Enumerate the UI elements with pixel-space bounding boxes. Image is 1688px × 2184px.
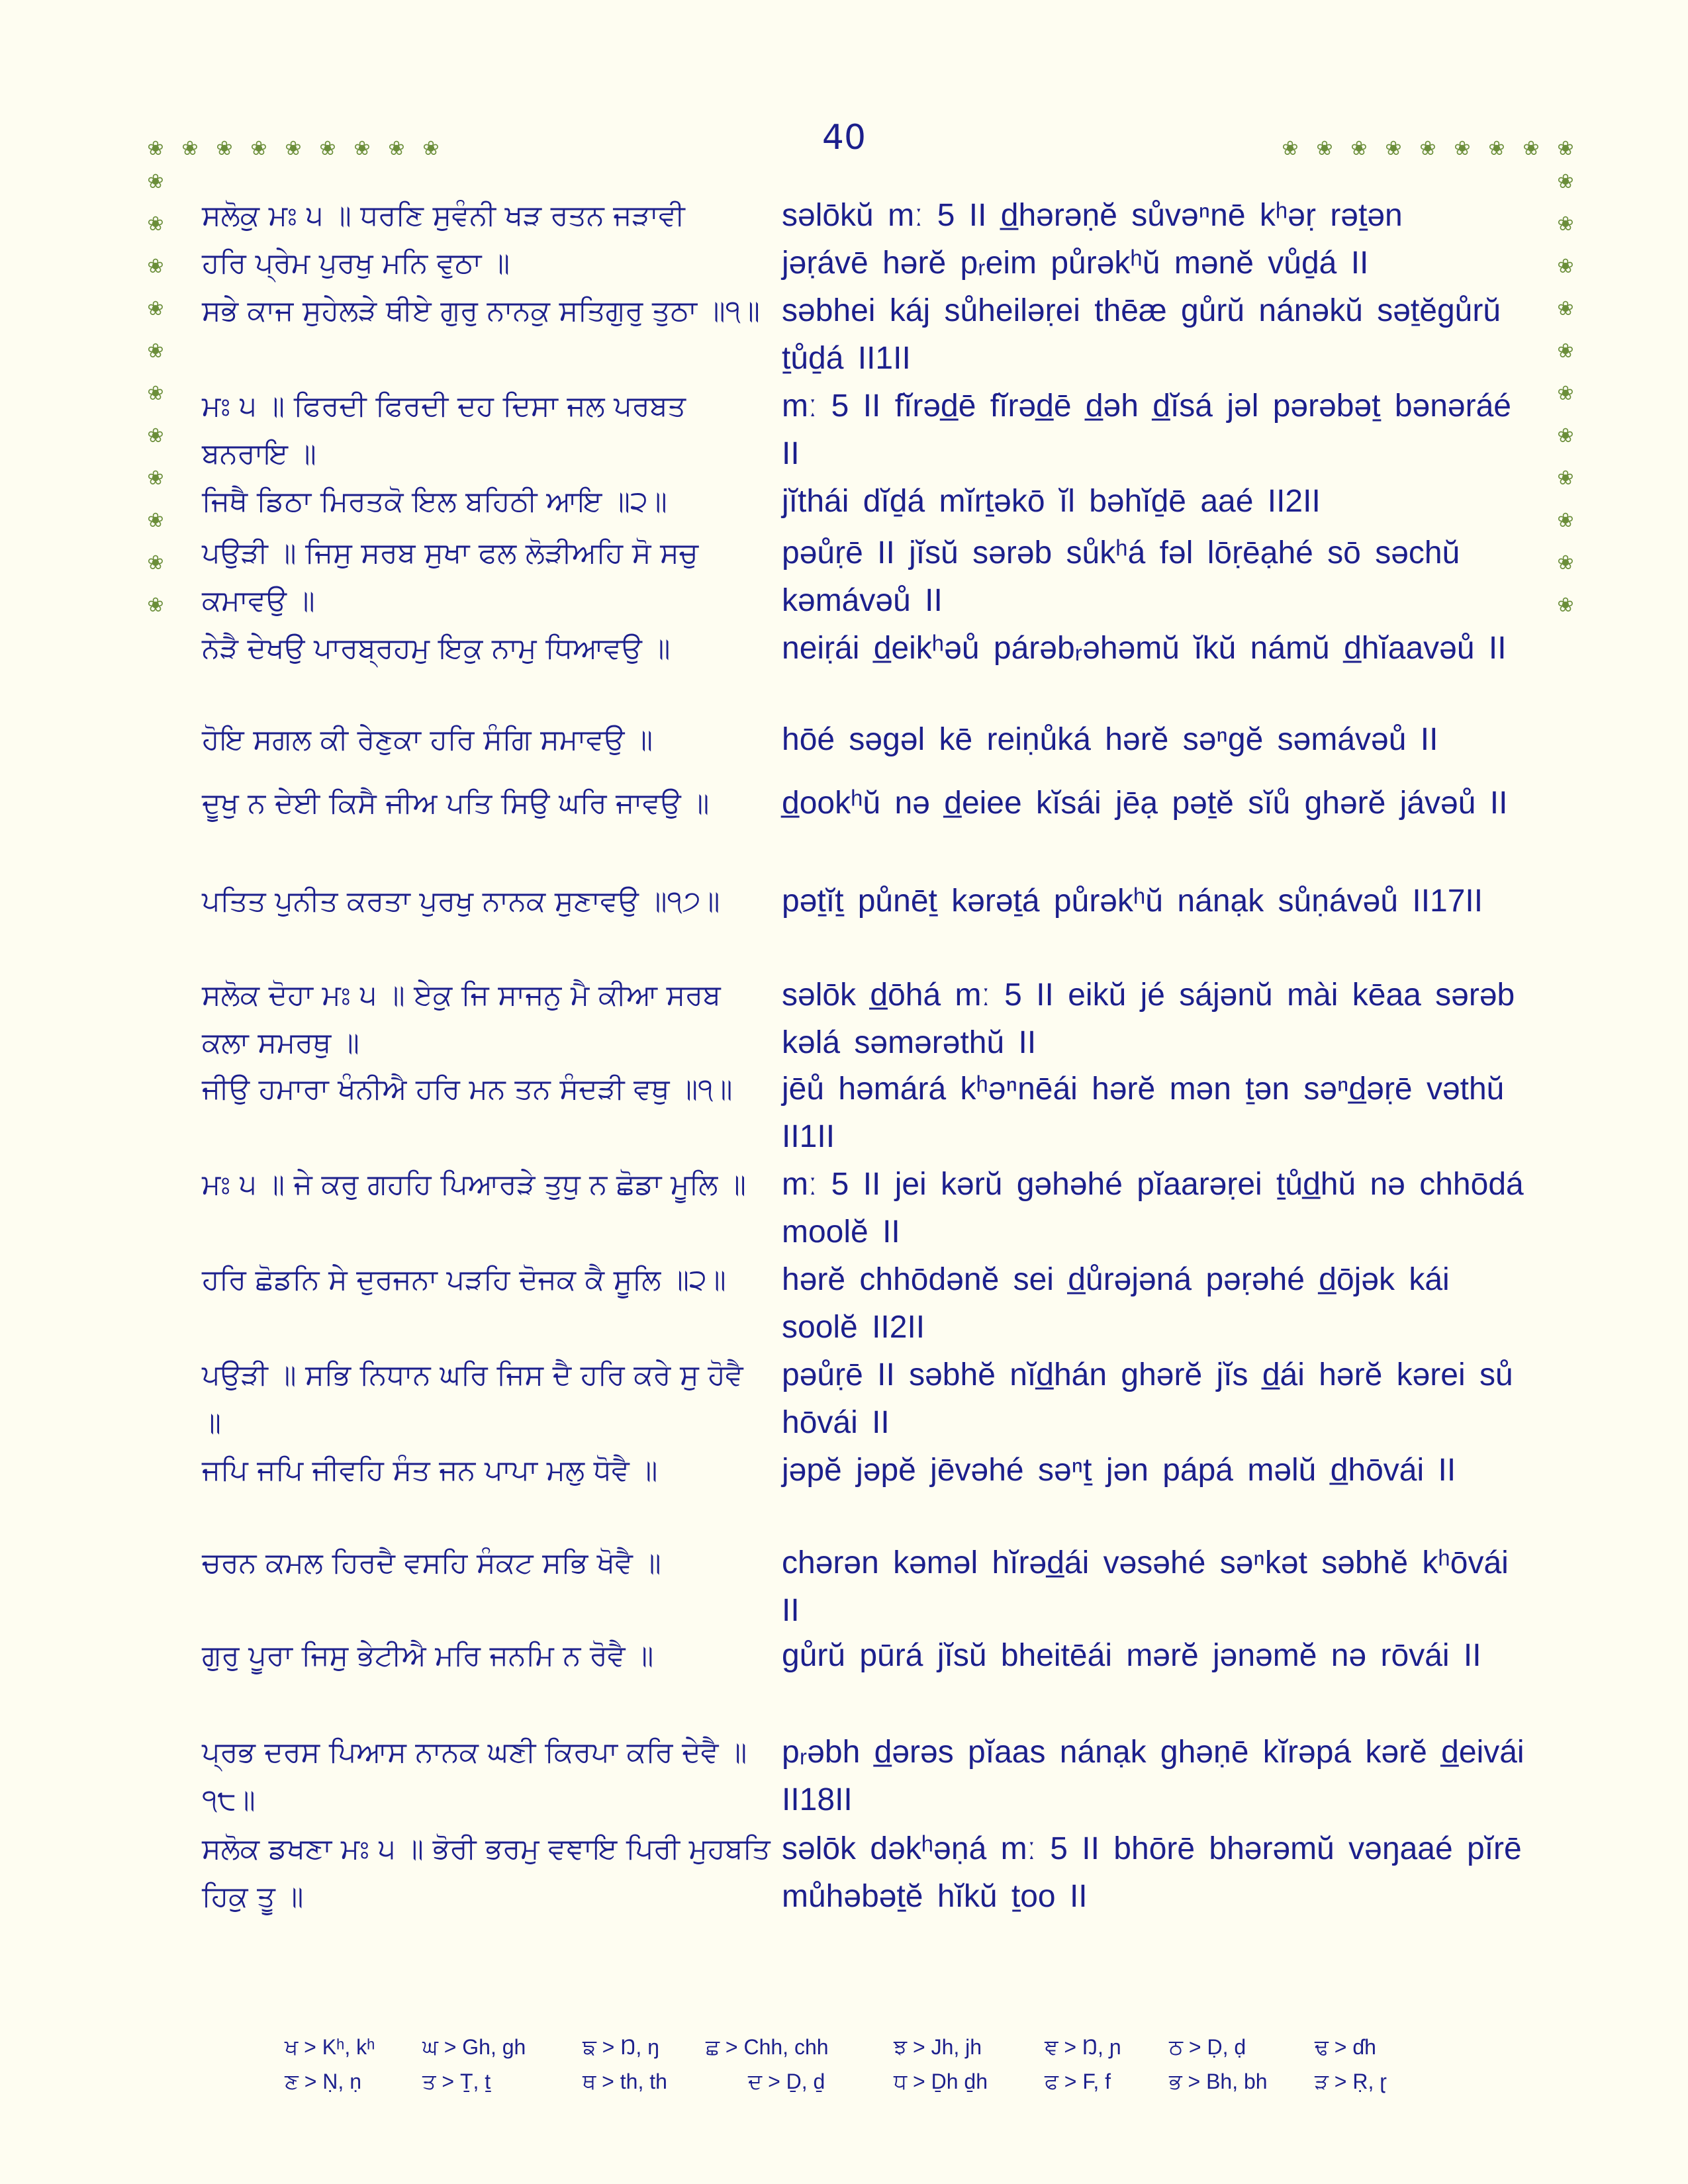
flower-icon: ❀ <box>353 137 371 160</box>
transliteration-line: mː 5 II fĭrəd̲ē fĭrəd̲ē d̲əh d̲ĭsá jəl pərəbəṯ bənəráé II <box>782 388 1511 471</box>
verse-row <box>202 1447 1546 1539</box>
flower-icon: ❀ <box>1557 424 1574 447</box>
legend-entry: ਛ > Chh, chh <box>706 2035 829 2059</box>
gurmukhi-line: ਜਿਥੈ ਡਿਠਾ ਮਿਰਤਕੋ ਇਲ ਬਹਿਠੀ ਆਇ ॥੨॥ <box>202 485 667 518</box>
flower-icon: ❀ <box>1557 594 1574 617</box>
flower-icon: ❀ <box>1350 137 1368 160</box>
flower-icon: ❀ <box>422 137 440 160</box>
flower-icon: ❀ <box>1419 137 1436 160</box>
verse-row <box>202 287 1546 383</box>
flower-icon: ❀ <box>147 551 164 574</box>
gurmukhi-line: ਗੁਰੁ ਪੂਰਾ ਜਿਸੁ ਭੇਟੀਐ ਮਰਿ ਜਨਮਿ ਨ ਰੋਵੈ ॥ <box>202 1639 654 1672</box>
legend-entry: ਧ > Ḏh ḏh <box>894 2070 988 2093</box>
gurmukhi-line: ਪ੍ਰਭ ਦਰਸ ਪਿਆਸ ਨਾਨਕ ਘਣੀ ਕਿਰਪਾ ਕਰਿ ਦੇਵੈ ॥੧੮॥ <box>202 1736 747 1817</box>
transliteration-line: d̲ookʰŭ nə d̲eiee kĭsái jēạ pəṯĕ sĭů ghərĕ jávəů II <box>782 786 1508 821</box>
transliteration-line: pəṯĭṯ půnēṯ kərəṯá půrəkʰŭ nánạk sůṇávəů II17II <box>782 884 1483 919</box>
gurmukhi-line: ਨੇੜੈ ਦੇਖਉ ਪਾਰਬ੍ਰਹਮੁ ਇਕੁ ਨਾਮੁ ਧਿਆਵਉ ॥ <box>202 632 671 665</box>
gurmukhi-line: ਪਉੜੀ ॥ ਜਿਸੁ ਸਰਬ ਸੁਖਾ ਫਲ ਲੋੜੀਅਹਿ ਸੋ ਸਚੁ ਕਮਾਵਉ ॥ <box>202 537 698 617</box>
flower-icon: ❀ <box>147 382 164 405</box>
flower-icon: ❀ <box>1454 137 1471 160</box>
transliteration-line: hərĕ chhōdənĕ sei d̲ůrəjəná pəṛəhé d̲ōjək kái soolĕ II2II <box>782 1262 1450 1345</box>
legend-entry: ਠ > Ḍ, ḍ <box>1169 2035 1246 2059</box>
legend-entry: ਘ > Gh, gh <box>422 2035 526 2059</box>
transliteration-legend <box>285 2035 1476 2104</box>
transliteration-line: səlōk dəkʰəṇá mː 5 II bhōrē bhərəmŭ vəŋaaé pĭrē můhəbəṯĕ hĭkŭ ṯoo II <box>782 1831 1522 1914</box>
flower-icon: ❀ <box>147 340 164 363</box>
verse-row <box>202 478 1546 529</box>
verse-row <box>202 1351 1546 1447</box>
transliteration-line: jĭthái dĭḏá mĭrṯəkō ĭl bəhĭḏē aaé II2II <box>782 484 1321 519</box>
gurmukhi-line: ਹਰਿ ਛੋਡਨਿ ਸੇ ਦੁਰਜਨਾ ਪੜਹਿ ਦੋਜਕ ਕੈ ਸੂਲਿ ॥੨॥ <box>202 1263 726 1297</box>
flower-icon: ❀ <box>285 137 302 160</box>
gurmukhi-line: ਦੂਖੁ ਨ ਦੇਈ ਕਿਸੈ ਜੀਅ ਪਤਿ ਸਿਉ ਘਰਿ ਜਾਵਉ ॥ <box>202 787 710 820</box>
flower-icon: ❀ <box>1488 137 1505 160</box>
gurmukhi-line: ਹਰਿ ਪ੍ਰੇਮ ਪੁਰਖੁ ਮਨਿ ਵੁਠਾ ॥ <box>202 247 510 280</box>
transliteration-line: pᵣəbh d̲ərəs pĭaas nánạk ghəṇē kĭrəpá kərĕ d̲eivái II18II <box>782 1735 1524 1817</box>
verse-row <box>202 972 1546 1066</box>
verse-row <box>202 240 1546 287</box>
verse-row <box>202 1825 1546 1921</box>
gurmukhi-line: ਜਪਿ ਜਪਿ ਜੀਵਹਿ ਸੰਤ ਜਨ ਪਾਪਾ ਮਲੁ ਧੋਵੈ ॥ <box>202 1454 658 1487</box>
flower-icon: ❀ <box>1557 212 1574 236</box>
legend-entry: ਥ > th, th <box>583 2070 667 2093</box>
legend-row <box>285 2035 1476 2070</box>
transliteration-line: mː 5 II jei kərŭ gəhəhé pĭaarəṛei ṯůd̲hŭ nə chhōdá moolĕ II <box>782 1167 1524 1250</box>
verse-row <box>202 1632 1546 1729</box>
gurmukhi-line: ਮਃ ੫ ॥ ਜੇ ਕਰੁ ਗਹਹਿ ਪਿਆਰੜੇ ਤੁਧੁ ਨ ਛੋਡਾ ਮੂਲਿ ॥ <box>202 1168 746 1201</box>
flower-icon: ❀ <box>147 137 164 160</box>
verse-row <box>202 625 1546 716</box>
flower-icon: ❀ <box>1557 170 1574 193</box>
legend-row <box>285 2070 1476 2104</box>
flower-icon: ❀ <box>1282 137 1299 160</box>
flower-icon: ❀ <box>319 137 336 160</box>
flower-icon: ❀ <box>147 212 164 236</box>
gurmukhi-line: ਜੀਉ ਹਮਾਰਾ ਖੰਨੀਐ ਹਰਿ ਮਨ ਤਨ ਸੰਦੜੀ ਵਥੁ ॥੧॥ <box>202 1073 733 1106</box>
flower-icon: ❀ <box>1557 297 1574 320</box>
flower-icon: ❀ <box>1557 340 1574 363</box>
page-number: 40 <box>821 118 867 158</box>
legend-entry: ਙ > Ŋ, ŋ <box>583 2035 659 2059</box>
flower-icon: ❀ <box>147 467 164 490</box>
flower-icon: ❀ <box>147 297 164 320</box>
transliteration-line: jəṛávē hərĕ pᵣeim půrəkʰŭ mənĕ vůḏá II <box>782 246 1369 281</box>
verse-row <box>202 383 1546 478</box>
flower-icon: ❀ <box>216 137 233 160</box>
transliteration-line: səlōk d̲ōhá mː 5 II eikŭ jé sájənŭ mài kēaa sərəb kəlá səmərəthŭ II <box>782 978 1515 1060</box>
legend-entry: ਣ > Ṇ, ṇ <box>285 2070 361 2093</box>
flower-icon: ❀ <box>147 594 164 617</box>
gurmukhi-line: ਪਉੜੀ ॥ ਸਭਿ ਨਿਧਾਨ ਘਰਿ ਜਿਸ ਦੈ ਹਰਿ ਕਰੇ ਸੁ ਹੋਵੈ ॥ <box>202 1359 743 1439</box>
legend-entry: ਫ > F, f <box>1045 2070 1111 2093</box>
legend-entry: ਖ > Kʰ, kʰ <box>285 2035 375 2059</box>
flower-icon: ❀ <box>1316 137 1333 160</box>
verse-row <box>202 1729 1546 1825</box>
verse-row <box>202 1161 1546 1256</box>
transliteration-line: neiṛái d̲eikʰəů párəbᵣəhəmŭ ĭkŭ námŭ d̲hĭaavəů II <box>782 631 1507 666</box>
flower-icon: ❀ <box>250 137 267 160</box>
legend-entry: ਞ > Ŋ, ɲ <box>1045 2035 1121 2059</box>
legend-entry: ਭ > Bh, bh <box>1169 2070 1268 2093</box>
transliteration-line: hōé səgəl kē reiṇůká hərĕ səⁿgĕ səmávəů II <box>782 722 1438 757</box>
flower-icon: ❀ <box>1557 467 1574 490</box>
flower-icon: ❀ <box>147 170 164 193</box>
verse-row <box>202 1256 1546 1351</box>
gurmukhi-line: ਸਲੋਕੁ ਮਃ ੫ ॥ ਧਰਣਿ ਸੁਵੰਨੀ ਖੜ ਰਤਨ ਜੜਾਵੀ <box>202 199 685 232</box>
legend-entry: ੜ > Ṛ, ɽ <box>1315 2070 1387 2093</box>
flower-icon: ❀ <box>147 509 164 532</box>
flower-icon: ❀ <box>388 137 405 160</box>
flower-icon: ❀ <box>1557 137 1574 160</box>
flower-icon: ❀ <box>1557 382 1574 405</box>
gurmukhi-line: ਹੋਇ ਸਗਲ ਕੀ ਰੇਣੁਕਾ ਹਰਿ ਸੰਗਿ ਸਮਾਵਉ ॥ <box>202 723 653 756</box>
flower-icon: ❀ <box>1557 255 1574 278</box>
legend-entry: ਤ > Ṯ, ṯ <box>422 2070 491 2093</box>
verse-row <box>202 192 1546 240</box>
transliteration-line: chərən kəməl hĭrəd̲ái vəsəhé səⁿkət səbhĕ kʰōvái II <box>782 1545 1509 1628</box>
transliteration-line: jəpĕ jəpĕ jēvəhé səⁿṯ jən pápá məlŭ d̲hōvái II <box>782 1453 1456 1488</box>
transliteration-line: gůrŭ pūrá jĭsŭ bheitēái mərĕ jənəmĕ nə rōvái II <box>782 1638 1481 1673</box>
transliteration-line: səbhei káj sůheiləṛei thēæ gůrŭ nánəkŭ səṯĕgůrŭ ṯůḏá II1II <box>782 293 1501 376</box>
transliteration-line: jēů həmárá kʰəⁿnēái hərĕ mən ṯən səⁿd̲əṛē vəthŭ II1II <box>782 1071 1505 1154</box>
flower-icon: ❀ <box>147 424 164 447</box>
gurmukhi-line: ਸਲੋਕ ਦੋਹਾ ਮਃ ੫ ॥ ਏਕੁ ਜਿ ਸਾਜਨੁ ਮੈ ਕੀਆ ਸਰਬ ਕਲਾ ਸਮਰਥੁ ॥ <box>202 979 721 1060</box>
verse-row <box>202 529 1546 625</box>
gurmukhi-line: ਚਰਨ ਕਮਲ ਹਿਰਦੈ ਵਸਹਿ ਸੰਕਟ ਸਭਿ ਖੋਵੈ ॥ <box>202 1547 661 1580</box>
verse-row <box>202 780 1546 878</box>
verse-row <box>202 878 1546 972</box>
flower-icon: ❀ <box>1557 551 1574 574</box>
legend-entry: ਢ > ɗh <box>1315 2035 1376 2059</box>
transliteration-line: pəůṛē II səbhĕ nĭd̲hán ghərĕ jĭs d̲ái hərĕ kərei sů hōvái II <box>782 1357 1513 1440</box>
transliteration-line: səlōkŭ mː 5 II d̲hərəṇĕ sůvəⁿnē kʰəṛ rəṯən <box>782 198 1403 233</box>
flower-icon: ❀ <box>1557 509 1574 532</box>
legend-entry: ਦ > Ḏ, ḏ <box>748 2070 825 2093</box>
verse-row <box>202 1539 1546 1632</box>
gurmukhi-line: ਪਤਿਤ ਪੁਨੀਤ ਕਰਤਾ ਪੁਰਖੁ ਨਾਨਕ ਸੁਣਾਵਉ ॥੧੭॥ <box>202 885 720 918</box>
flower-icon: ❀ <box>1385 137 1402 160</box>
verse-row <box>202 1066 1546 1161</box>
gurmukhi-line: ਮਃ ੫ ॥ ਫਿਰਦੀ ਫਿਰਦੀ ਦਹ ਦਿਸਾ ਜਲ ਪਰਬਤ ਬਨਰਾਇ ॥ <box>202 390 686 471</box>
verse-row <box>202 716 1546 780</box>
flower-icon: ❀ <box>1523 137 1540 160</box>
gurmukhi-line: ਸਲੋਕ ਡਖਣਾ ਮਃ ੫ ॥ ਭੋਰੀ ਭਰਮੁ ਵਞਾਇ ਪਿਰੀ ਮੁਹਬਤਿ ਹਿਕੁ ਤੂ ॥ <box>202 1833 771 1913</box>
flower-icon: ❀ <box>147 255 164 278</box>
legend-entry: ਝ > Jh, jh <box>894 2035 982 2059</box>
transliteration-line: pəůṛē II jĭsŭ sərəb sůkʰá fəl lōṛēạhé sō səchŭ kəmávəů II <box>782 535 1460 618</box>
flower-icon: ❀ <box>181 137 199 160</box>
gurmukhi-line: ਸਭੇ ਕਾਜ ਸੁਹੇਲੜੇ ਥੀਏ ਗੁਰੁ ਨਾਨਕੁ ਸਤਿਗੁਰੁ ਤੁਠਾ ॥੧॥ <box>202 295 760 328</box>
